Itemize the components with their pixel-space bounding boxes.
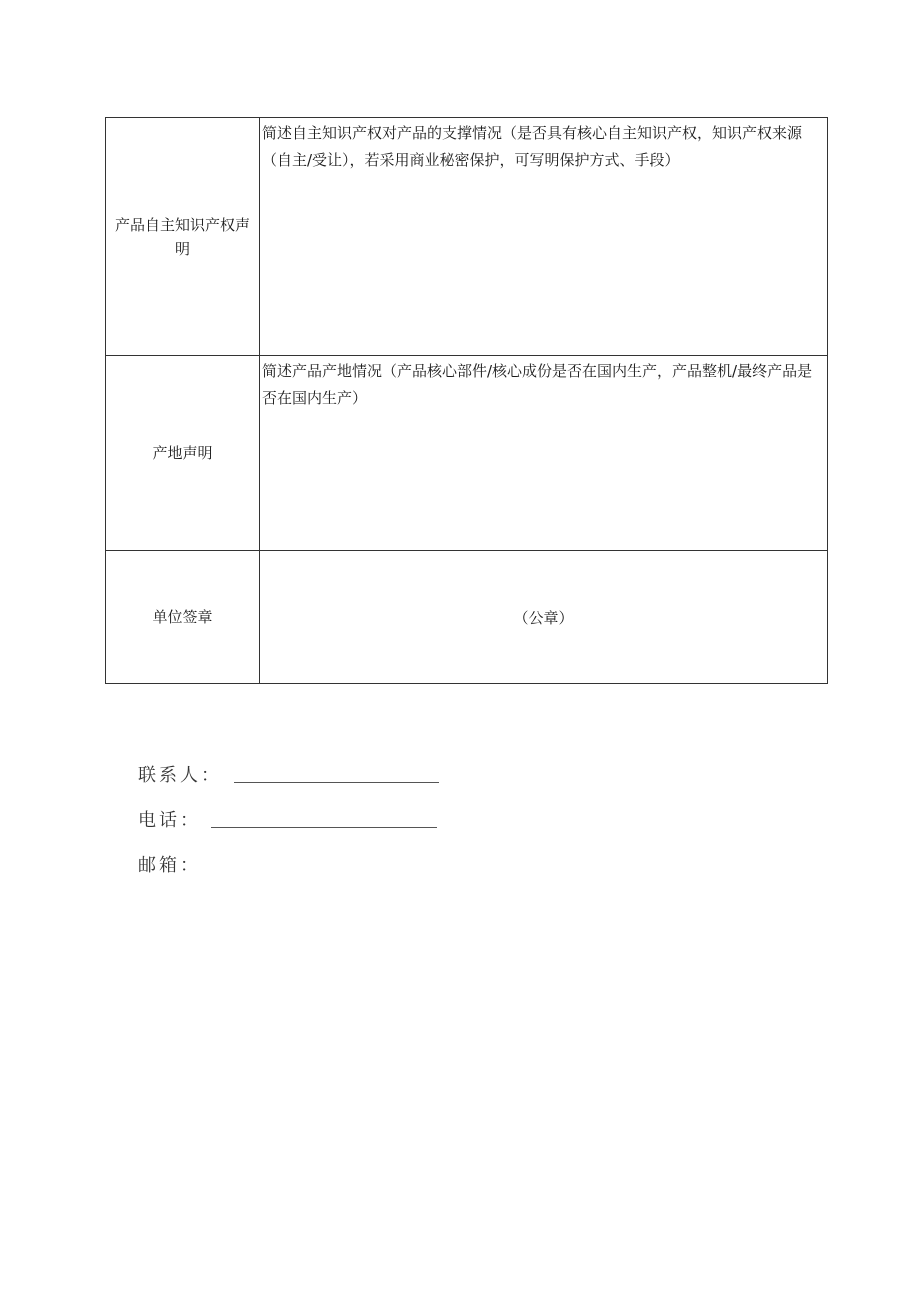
official-seal-placeholder: （公章） bbox=[513, 608, 574, 627]
email-label: 邮箱： bbox=[138, 855, 201, 876]
ip-declaration-label: 产品自主知识产权声明 bbox=[114, 215, 250, 258]
email-line bbox=[138, 832, 439, 877]
origin-declaration-instructions: 简述产品产地情况（产品核心部件/核心成份是否在国内生产，产品整机/最终产品是否在国内生产） bbox=[262, 362, 813, 407]
origin-declaration-content-cell[interactable] bbox=[260, 356, 828, 551]
phone-blank[interactable] bbox=[211, 826, 437, 828]
ip-declaration-content-cell[interactable] bbox=[260, 118, 828, 356]
company-seal-label: 单位签章 bbox=[152, 608, 213, 626]
contact-person-label: 联系人： bbox=[138, 765, 222, 786]
ip-declaration-instructions: 简述自主知识产权对产品的支撑情况（是否具有核心自主知识产权，知识产权来源（自主/受让），若采用商业秘密保护，可写明保护方式、手段） bbox=[262, 124, 803, 169]
table-row-company-seal bbox=[106, 551, 828, 684]
ip-declaration-label-cell bbox=[106, 118, 260, 356]
declaration-form-table bbox=[105, 117, 828, 684]
contact-person-blank[interactable] bbox=[234, 781, 439, 783]
contact-person-line bbox=[138, 742, 439, 787]
phone-line bbox=[138, 787, 439, 832]
company-seal-label-cell bbox=[106, 551, 260, 684]
origin-declaration-label: 产地声明 bbox=[152, 444, 213, 462]
phone-label: 电话： bbox=[138, 810, 201, 831]
origin-declaration-label-cell bbox=[106, 356, 260, 551]
contact-info-section bbox=[138, 742, 439, 877]
table-row-ip-declaration bbox=[106, 118, 828, 356]
company-seal-content-cell[interactable] bbox=[260, 551, 828, 684]
table-row-origin-declaration bbox=[106, 356, 828, 551]
